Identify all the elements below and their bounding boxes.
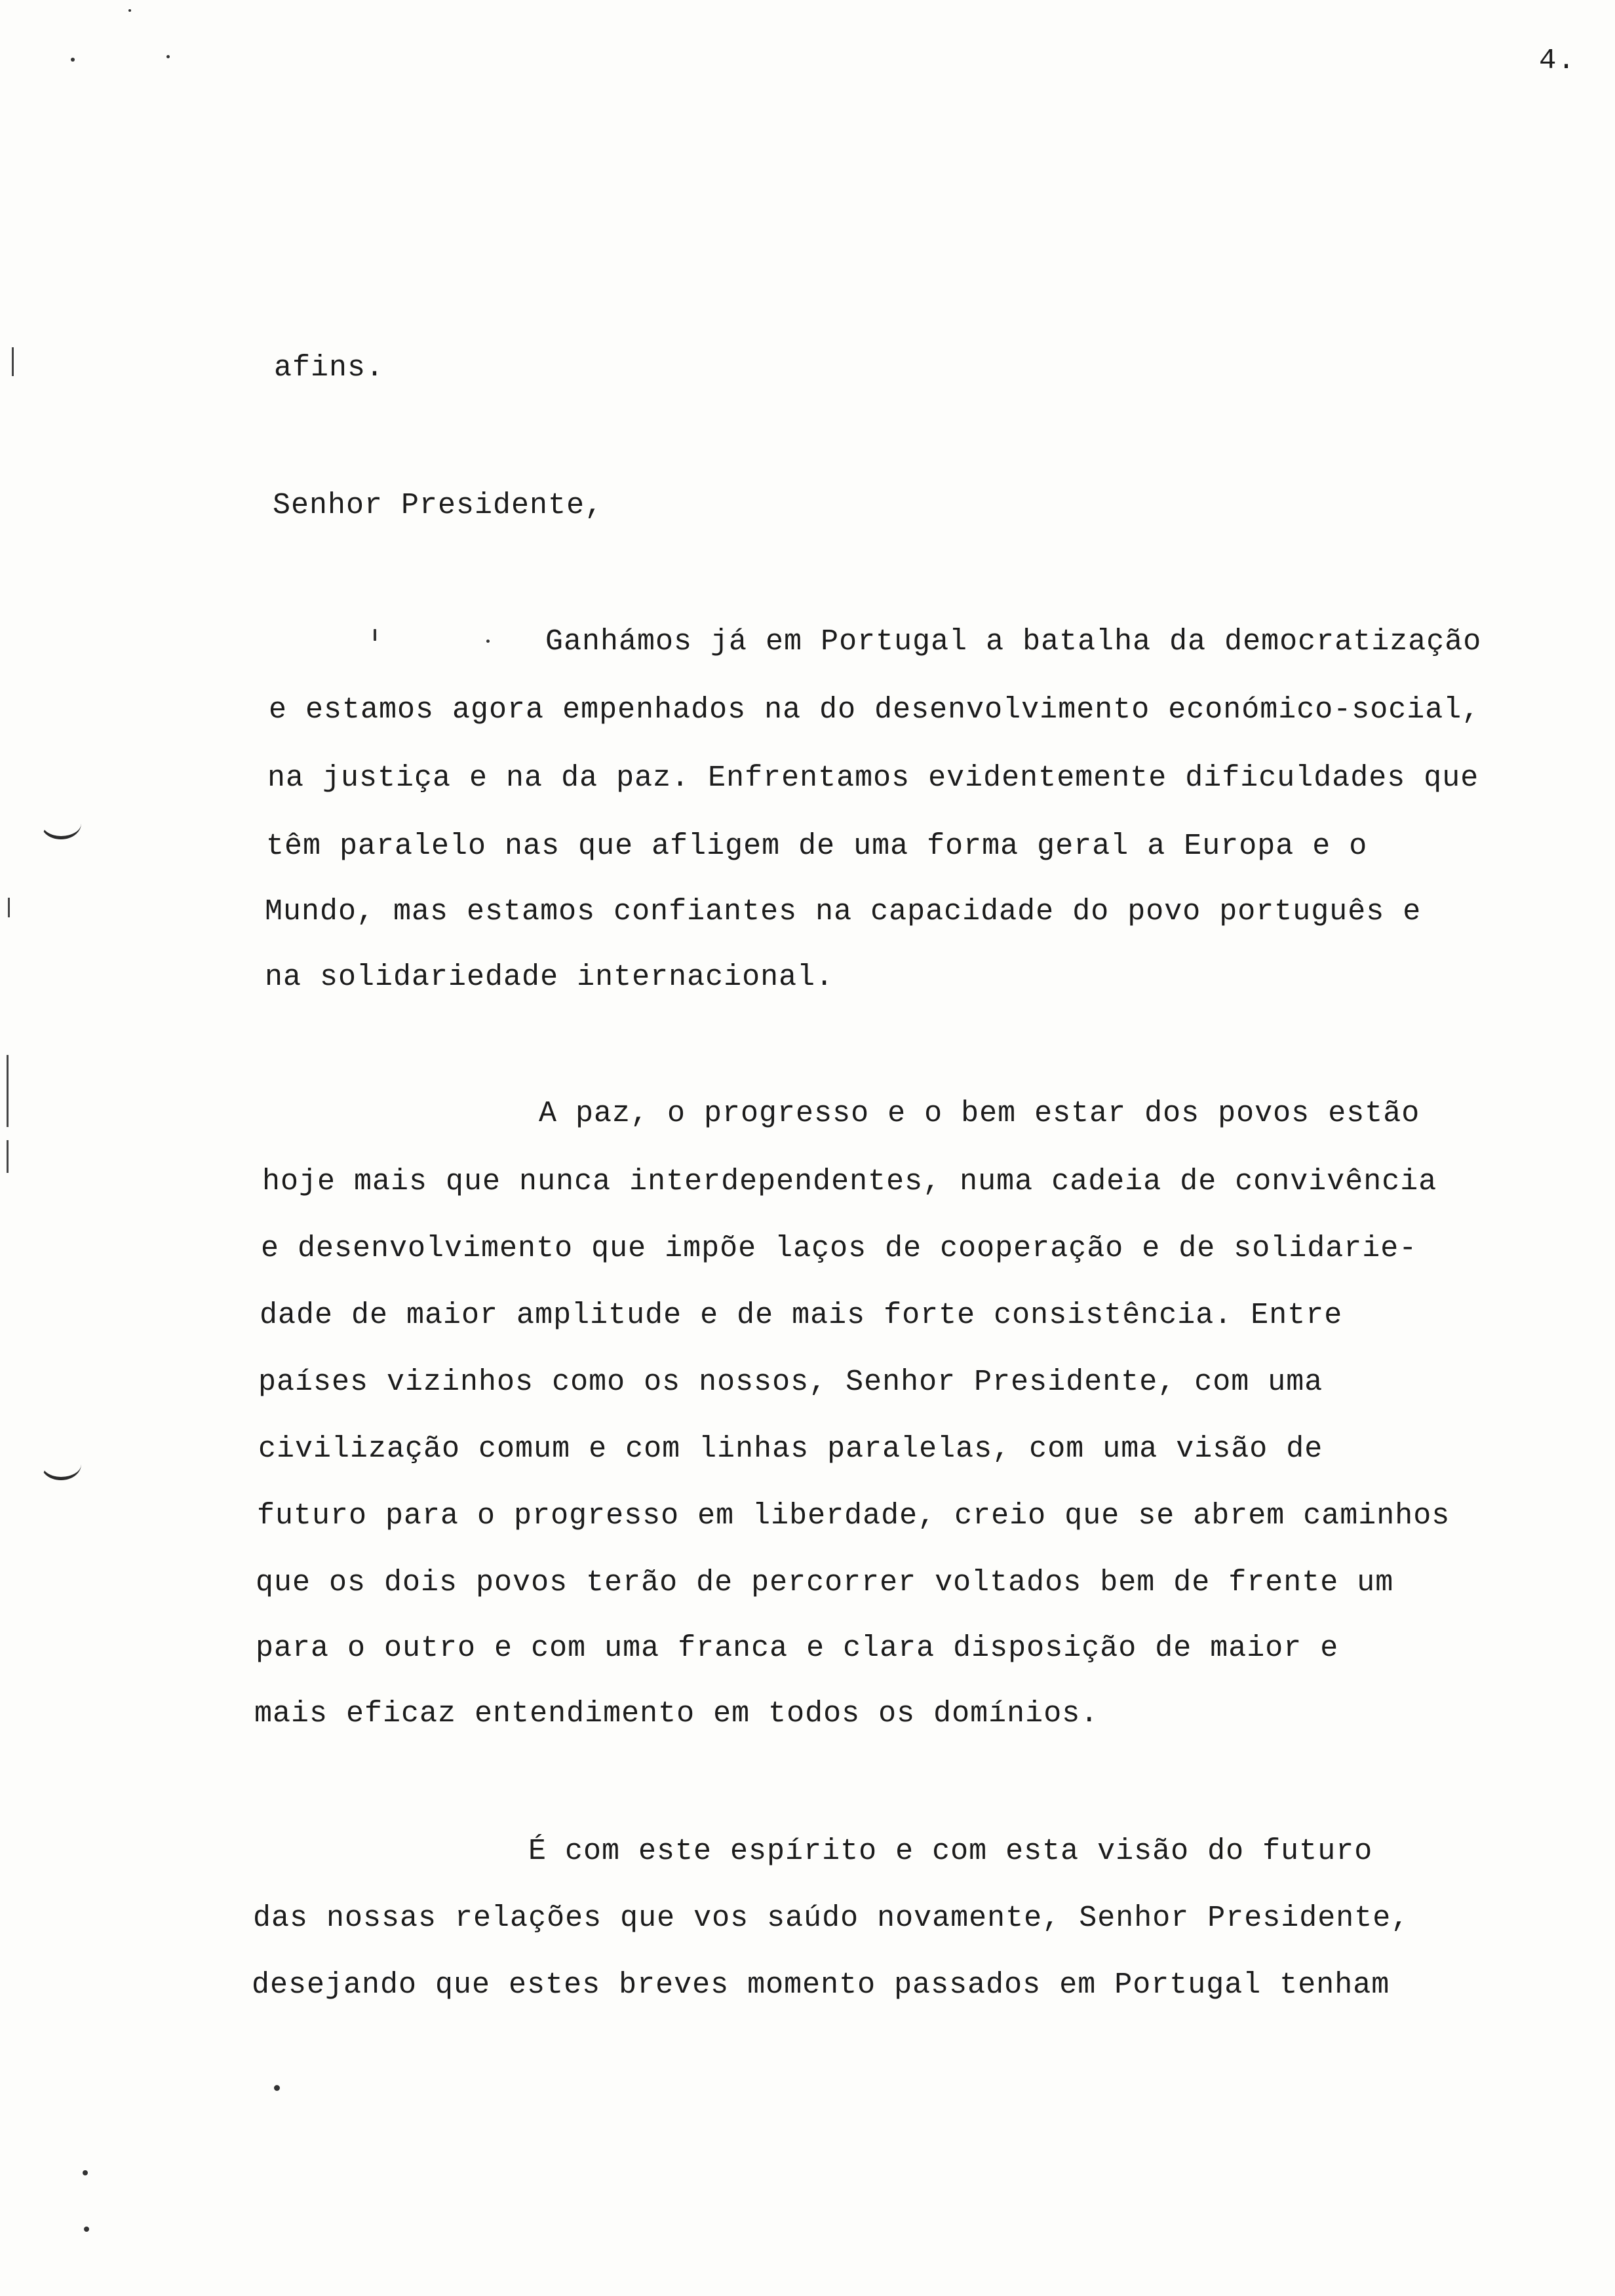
scan-speck bbox=[71, 58, 75, 62]
text-line: e desenvolvimento que impõe laços de cooperação e de solidarie- bbox=[261, 1232, 1418, 1265]
punch-hole-mark bbox=[41, 807, 81, 839]
text-line: e estamos agora empenhados na do desenvolvimento económico-social, bbox=[269, 693, 1481, 727]
text-line: na solidariedade internacional. bbox=[265, 961, 834, 994]
scan-edge-mark bbox=[7, 1140, 9, 1173]
scan-speck bbox=[83, 2170, 88, 2175]
text-line: Senhor Presidente, bbox=[273, 489, 604, 522]
text-line: A paz, o progresso e o bem estar dos povos estão bbox=[539, 1097, 1420, 1130]
text-line: hoje mais que nunca interdependentes, numa cadeia de convivência bbox=[262, 1165, 1437, 1198]
text-line: mais eficaz entendimento em todos os domínios. bbox=[254, 1697, 1099, 1731]
page-number: 4. bbox=[1539, 45, 1576, 77]
scan-edge-mark bbox=[8, 898, 10, 917]
text-line: dade de maior amplitude e de mais forte consistência. Entre bbox=[260, 1299, 1343, 1332]
scan-speck bbox=[374, 629, 376, 641]
scan-speck bbox=[84, 2227, 89, 2232]
text-line: das nossas relações que vos saúdo novamente, Senhor Presidente, bbox=[253, 1902, 1410, 1935]
text-line: países vizinhos como os nossos, Senhor Presidente, com uma bbox=[258, 1366, 1323, 1399]
text-line: afins. bbox=[274, 351, 385, 385]
text-line: futuro para o progresso em liberdade, creio que se abrem caminhos bbox=[257, 1499, 1450, 1533]
text-line: desejando que estes breves momento passados em Portugal tenham bbox=[252, 1968, 1390, 2002]
text-line: que os dois povos terão de percorrer voltados bem de frente um bbox=[256, 1566, 1394, 1599]
text-line: É com este espírito e com esta visão do futuro bbox=[528, 1835, 1373, 1868]
punch-hole-mark bbox=[41, 1448, 81, 1480]
scan-edge-mark bbox=[12, 347, 14, 376]
scan-speck bbox=[486, 640, 490, 643]
text-line: na justiça e na da paz. Enfrentamos evidentemente dificuldades que bbox=[267, 761, 1479, 795]
text-line: Ganhámos já em Portugal a batalha da democratização bbox=[545, 625, 1482, 659]
scan-speck bbox=[274, 2085, 280, 2091]
scan-edge-mark bbox=[7, 1055, 9, 1127]
text-line: Mundo, mas estamos confiantes na capacidade do povo português e bbox=[265, 895, 1422, 928]
text-line: civilização comum e com linhas paralelas, com uma visão de bbox=[258, 1432, 1323, 1466]
scan-speck bbox=[128, 9, 131, 12]
text-line: têm paralelo nas que afligem de uma forma geral a Europa e o bbox=[266, 830, 1368, 863]
text-line: para o outro e com uma franca e clara disposição de maior e bbox=[256, 1632, 1339, 1665]
scan-speck bbox=[166, 55, 170, 58]
